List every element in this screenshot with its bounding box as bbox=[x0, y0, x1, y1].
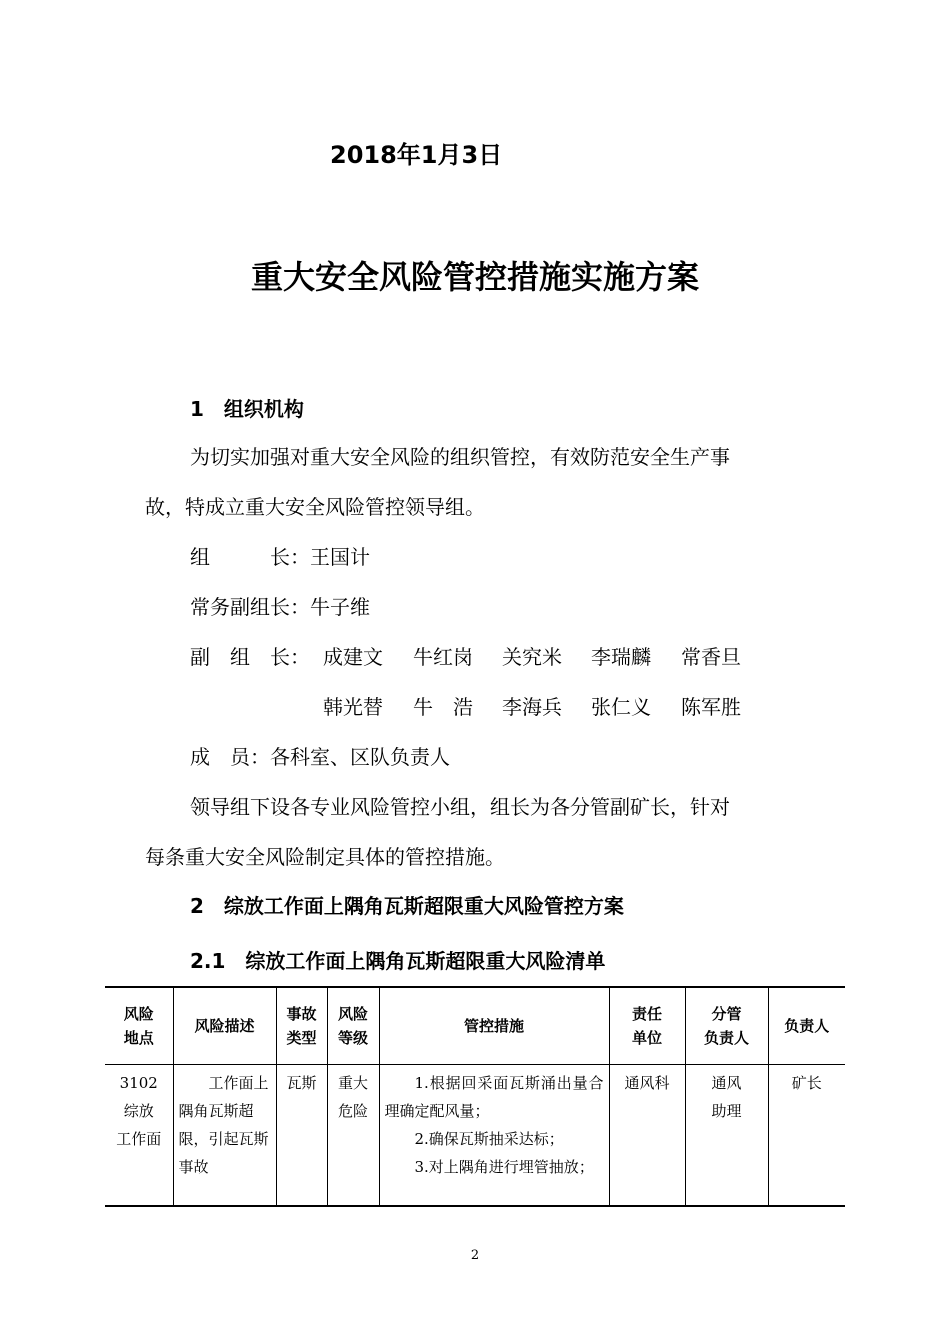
table-header-row bbox=[105, 987, 845, 1065]
intro-line-1: 为切实加强对重大安全风险的组织管控，有效防范安全生产事 bbox=[190, 445, 730, 469]
cell-measures bbox=[379, 1065, 609, 1207]
cell-supervisor: 通风 助理 bbox=[685, 1065, 768, 1207]
header-accident-type: 事故 类型 bbox=[276, 987, 327, 1065]
deputy-name: 李瑞麟 bbox=[591, 645, 651, 669]
deputy-name: 张仁义 bbox=[591, 695, 651, 719]
header-description: 风险描述 bbox=[173, 987, 276, 1065]
exec-deputy-name: 牛子维 bbox=[310, 595, 370, 619]
measure-item: 3.对上隅角进行埋管抽放； bbox=[414, 1158, 594, 1176]
header-location: 风险 地点 bbox=[105, 987, 173, 1065]
deputy-name: 成建文 bbox=[323, 645, 383, 669]
intro-line-2: 故，特成立重大安全风险管控领导组。 bbox=[145, 495, 485, 519]
cell-accident-type: 瓦斯 bbox=[276, 1065, 327, 1207]
exec-deputy-row bbox=[190, 591, 370, 620]
header-responsible: 负责人 bbox=[768, 987, 845, 1065]
document-date: 2018年1月3日 bbox=[330, 141, 503, 169]
measure-item: 1.根据回采面瓦斯涌出量合理确定配风量； bbox=[384, 1074, 604, 1120]
leader-name: 王国计 bbox=[310, 545, 370, 569]
measure-item: 2.确保瓦斯抽采达标； bbox=[414, 1130, 564, 1148]
cell-description: 工作面上隅角瓦斯超限，引起瓦斯事故 bbox=[173, 1065, 276, 1207]
cell-unit: 通风科 bbox=[609, 1065, 685, 1207]
para-line-1: 领导组下设各专业风险管控小组，组长为各分管副矿长，针对 bbox=[190, 795, 730, 819]
members-value: 各科室、区队负责人 bbox=[270, 745, 450, 769]
deputy-name: 韩光替 bbox=[323, 695, 383, 719]
header-unit: 责任 单位 bbox=[609, 987, 685, 1065]
header-risk-level: 风险 等级 bbox=[327, 987, 379, 1065]
deputy-names-row-2 bbox=[323, 691, 741, 720]
cell-location: 3102 综放 工作面 bbox=[105, 1065, 173, 1207]
table-row bbox=[105, 1065, 845, 1207]
deputy-name: 牛 浩 bbox=[413, 695, 473, 719]
leader-label: 组 长： bbox=[190, 545, 310, 569]
cell-risk-level: 重大 危险 bbox=[327, 1065, 379, 1207]
exec-deputy-label: 常务副组长： bbox=[190, 595, 310, 619]
header-supervisor: 分管 负责人 bbox=[685, 987, 768, 1065]
deputy-name: 常香旦 bbox=[681, 645, 741, 669]
page-number: 2 bbox=[470, 1248, 480, 1263]
document-title: 重大安全风险管控措施实施方案 bbox=[250, 258, 699, 296]
section-1-heading: 1 组织机构 bbox=[190, 397, 304, 421]
cell-responsible: 矿长 bbox=[768, 1065, 845, 1207]
deputy-name: 关究米 bbox=[502, 645, 562, 669]
members-label: 成 员： bbox=[190, 745, 270, 769]
section-2-1-heading: 2.1 综放工作面上隅角瓦斯超限重大风险清单 bbox=[190, 949, 606, 973]
deputy-name: 李海兵 bbox=[502, 695, 562, 719]
deputy-row-1 bbox=[190, 641, 310, 670]
header-measures: 管控措施 bbox=[379, 987, 609, 1065]
deputy-names-row-1 bbox=[323, 641, 741, 670]
members-row bbox=[190, 741, 450, 770]
section-2-heading: 2 综放工作面上隅角瓦斯超限重大风险管控方案 bbox=[190, 894, 624, 918]
deputy-name: 牛红岗 bbox=[413, 645, 473, 669]
deputy-name: 陈军胜 bbox=[681, 695, 741, 719]
leader-row bbox=[190, 541, 370, 570]
para-line-2: 每条重大安全风险制定具体的管控措施。 bbox=[145, 845, 505, 869]
deputy-label: 副 组 长： bbox=[190, 645, 310, 669]
risk-table bbox=[105, 986, 845, 1207]
